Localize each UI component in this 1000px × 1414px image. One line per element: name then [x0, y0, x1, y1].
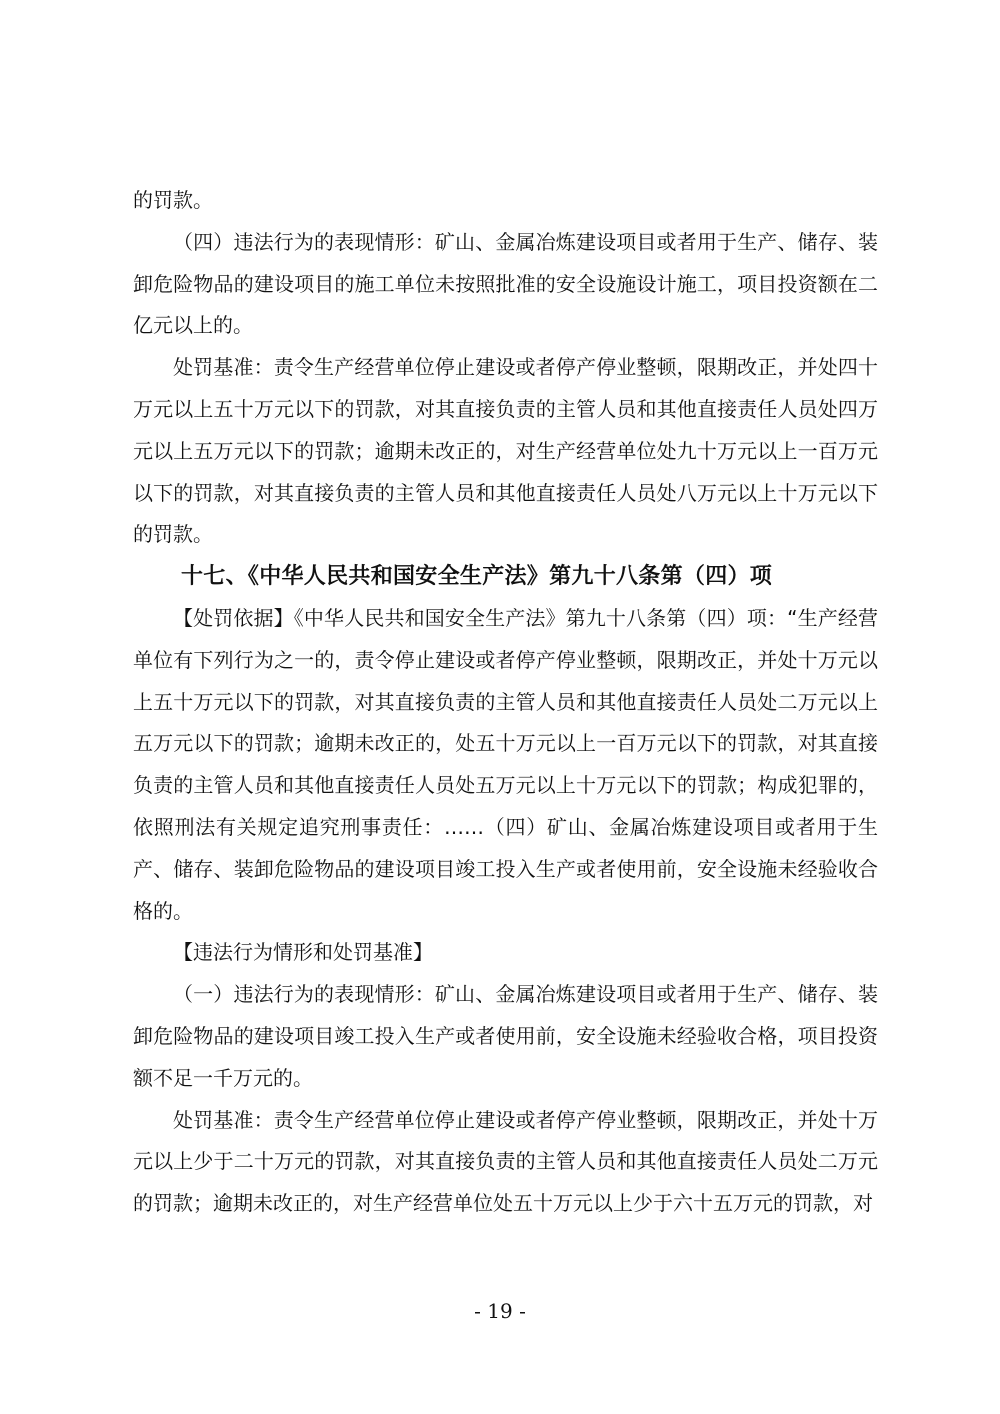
paragraph-penalty-standard: 处罚基准：责令生产经营单位停止建设或者停产停业整顿，限期改正，并处四十万元以上五十万元以下的罚款，对其直接负责的主管人员和其他直接责任人员处四万元以上五万元以下的罚款；逾期未改正的，对生产经营单位处九十万元以上一百万元以下的罚款，对其直接负责的主管人员和其他直接责任人员处八万元以上十万元以下的罚款。: [133, 355, 878, 547]
paragraph-violation-case-1: （一）违法行为的表现情形：矿山、金属冶炼建设项目或者用于生产、储存、装卸危险物品的建设项目竣工投入生产或者使用前，安全设施未经验收合格，项目投资额不足一千万元的。: [133, 982, 878, 1090]
paragraph-continuation: 的罚款。: [133, 188, 213, 212]
paragraph-penalty-standard-2: 处罚基准：责令生产经营单位停止建设或者停产停业整顿，限期改正，并处十万元以上少于二十万元的罚款，对其直接负责的主管人员和其他直接责任人员处二万元的罚款；逾期未改正的，对生产经营单位处五十万元以上少于六十五万元的罚款，对: [133, 1107, 878, 1216]
document-body: [133, 180, 878, 1225]
paragraph-penalty-basis: 【处罚依据】《中华人民共和国安全生产法》第九十八条第（四）项：“生产经营单位有下列行为之一的，责令停止建设或者停产停业整顿，限期改正，并处十万元以上五十万元以下的罚款，对其直接负责的主管人员和其他直接责任人员处二万元以上五万元以下的罚款；逾期未改正的，处五十万元以上一百万元以下的罚款，对其直接负责的主管人员和其他直接责任人员处五万元以上十万元以下的罚款；构成犯罪的，依照刑法有关规定追究刑事责任：……（四）矿山、金属冶炼建设项目或者用于生产、储存、装卸危险物品的建设项目竣工投入生产或者使用前，安全设施未经验收合格的。: [133, 605, 878, 923]
page-number: - 19 -: [474, 1299, 526, 1323]
section-heading: 十七、《中华人民共和国安全生产法》第九十八条第（四）项: [181, 563, 773, 590]
paragraph-violation-case-4: （四）违法行为的表现情形：矿山、金属冶炼建设项目或者用于生产、储存、装卸危险物品的建设项目的施工单位未按照批准的安全设施设计施工，项目投资额在二亿元以上的。: [133, 229, 878, 338]
paragraph-subheading: 【违法行为情形和处罚基准】: [173, 940, 433, 965]
